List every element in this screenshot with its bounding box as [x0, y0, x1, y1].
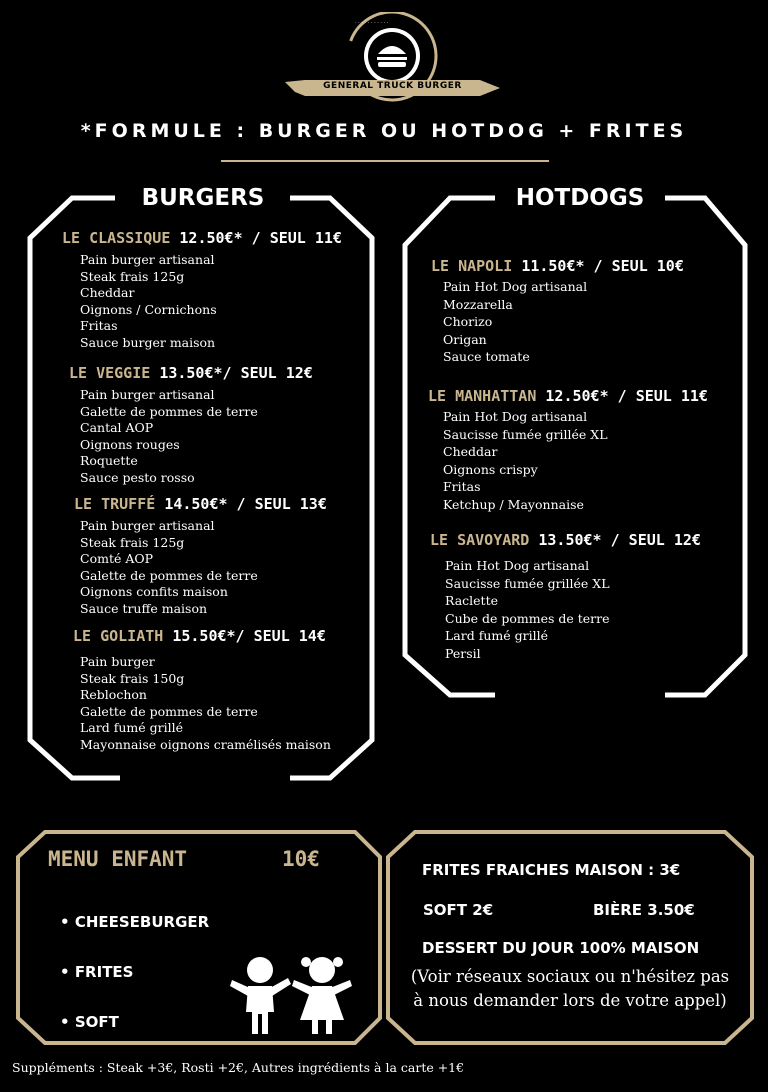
- item-name: LE GOLIATH: [73, 627, 164, 645]
- item-price: 13.50€* / SEUL 12€: [538, 531, 701, 549]
- ingredient: Sauce truffe maison: [80, 600, 208, 616]
- item-name: LE MANHATTAN: [428, 387, 537, 405]
- ingredient: Roquette: [80, 453, 138, 468]
- extras-soft: SOFT 2€: [423, 901, 494, 919]
- logo-name: GENERAL TRUCK BURGER: [323, 81, 462, 91]
- burger-goliath: [73, 627, 331, 753]
- ingredient: Pain burger artisanal: [80, 387, 215, 402]
- item-price: 13.50€*/ SEUL 12€: [159, 364, 313, 382]
- ingredient: Ketchup / Mayonnaise: [443, 496, 584, 512]
- item-name: LE TRUFFÉ: [74, 495, 156, 513]
- ingredient: Pain Hot Dog artisanal: [443, 279, 588, 294]
- item-price: 15.50€*/ SEUL 14€: [172, 627, 326, 645]
- extras-dessert: DESSERT DU JOUR 100% MAISON: [422, 939, 700, 957]
- ingredient: Fritas: [80, 318, 118, 333]
- enfant-item: • SOFT: [60, 1013, 119, 1031]
- enfant-price: 10€: [282, 847, 320, 871]
- ingredient: Galette de pommes de terre: [80, 567, 258, 583]
- ingredient: Cheddar: [80, 285, 135, 300]
- ingredient: Galette de pommes de terre: [80, 703, 258, 719]
- extras-note: (Voir réseaux sociaux ou n'hésitez pas à nous demander lors de votre appel): [410, 967, 730, 1010]
- ingredient: Mayonnaise oignons cramélisés maison: [80, 736, 331, 752]
- extras-biere: BIÈRE 3.50€: [593, 901, 695, 919]
- ingredient: Lard fumé grillé: [80, 720, 183, 735]
- ingredient: Pain Hot Dog artisanal: [445, 558, 590, 573]
- ingredient: Steak frais 125g: [80, 268, 185, 284]
- ingredient: Steak frais 150g: [80, 670, 185, 686]
- ingredient: Chorizo: [443, 314, 493, 329]
- hotdogs-title: HOTDOGS: [515, 185, 645, 211]
- burgers-title: BURGERS: [141, 185, 265, 211]
- item-name: LE VEGGIE: [69, 364, 151, 382]
- ingredient: Pain burger artisanal: [80, 252, 215, 267]
- item-price: 12.50€* / SEUL 11€: [179, 229, 342, 247]
- hotdog-savoyard: [430, 531, 701, 662]
- hotdog-napoli: [431, 257, 684, 366]
- ingredient: Sauce tomate: [443, 349, 530, 364]
- extras-frites: FRITES FRAICHES MAISON : 3€: [422, 861, 681, 879]
- ingredient: Pain Hot Dog artisanal: [443, 409, 588, 424]
- ingredient: Saucisse fumée grillée XL: [443, 426, 608, 442]
- ingredient: Saucisse fumée grillée XL: [445, 575, 610, 591]
- hotdog-manhattan: [428, 387, 708, 513]
- burger-truffe: [74, 495, 327, 617]
- ingredient: Oignons rouges: [80, 436, 180, 452]
- ingredient: Pain burger: [80, 654, 155, 669]
- burger-classique: [62, 229, 342, 351]
- ingredient: Mozzarella: [443, 296, 513, 312]
- item-name: LE NAPOLI: [431, 257, 513, 275]
- supplements: Suppléments : Steak +3€, Rosti +2€, Autres ingrédients à la carte +1€: [12, 1060, 465, 1075]
- ingredient: Galette de pommes de terre: [80, 403, 258, 419]
- ingredient: Lard fumé grillé: [445, 628, 548, 643]
- ingredient: Oignons / Cornichons: [80, 301, 217, 317]
- item-price: 11.50€* / SEUL 10€: [521, 257, 684, 275]
- ingredient: Cube de pommes de terre: [445, 610, 610, 626]
- ingredient: Sauce pesto rosso: [80, 469, 195, 485]
- ingredient: Oignons confits maison: [80, 584, 228, 599]
- item-name: LE SAVOYARD: [430, 531, 530, 549]
- formule-title: *FORMULE : BURGER OU HOTDOG + FRITES: [80, 120, 688, 142]
- ingredient: Steak frais 125g: [80, 534, 185, 550]
- ingredient: Origan: [443, 331, 487, 347]
- ingredient: Persil: [445, 645, 481, 661]
- item-price: 12.50€* / SEUL 11€: [545, 387, 708, 405]
- item-name: LE CLASSIQUE: [62, 229, 171, 247]
- children-icon: [228, 950, 358, 1035]
- enfant-item: • CHEESEBURGER: [60, 913, 210, 931]
- ingredient: Reblochon: [80, 687, 147, 702]
- burger-veggie: [69, 364, 313, 486]
- enfant-title: MENU ENFANT: [48, 847, 188, 871]
- item-price: 14.50€* / SEUL 13€: [164, 495, 327, 513]
- ingredient: Oignons crispy: [443, 461, 538, 477]
- ingredient: Pain burger artisanal: [80, 518, 215, 533]
- enfant-item: • FRITES: [60, 963, 134, 981]
- ingredient: Comté AOP: [80, 551, 154, 566]
- ingredient: Fritas: [443, 479, 481, 494]
- svg-text:· · · · · · · · · · ·: · · · · · · · · · · ·: [355, 20, 389, 26]
- ingredient: Cheddar: [443, 444, 498, 459]
- ingredient: Cantal AOP: [80, 420, 154, 435]
- ingredient: Sauce burger maison: [80, 334, 216, 350]
- ingredient: Raclette: [445, 593, 498, 608]
